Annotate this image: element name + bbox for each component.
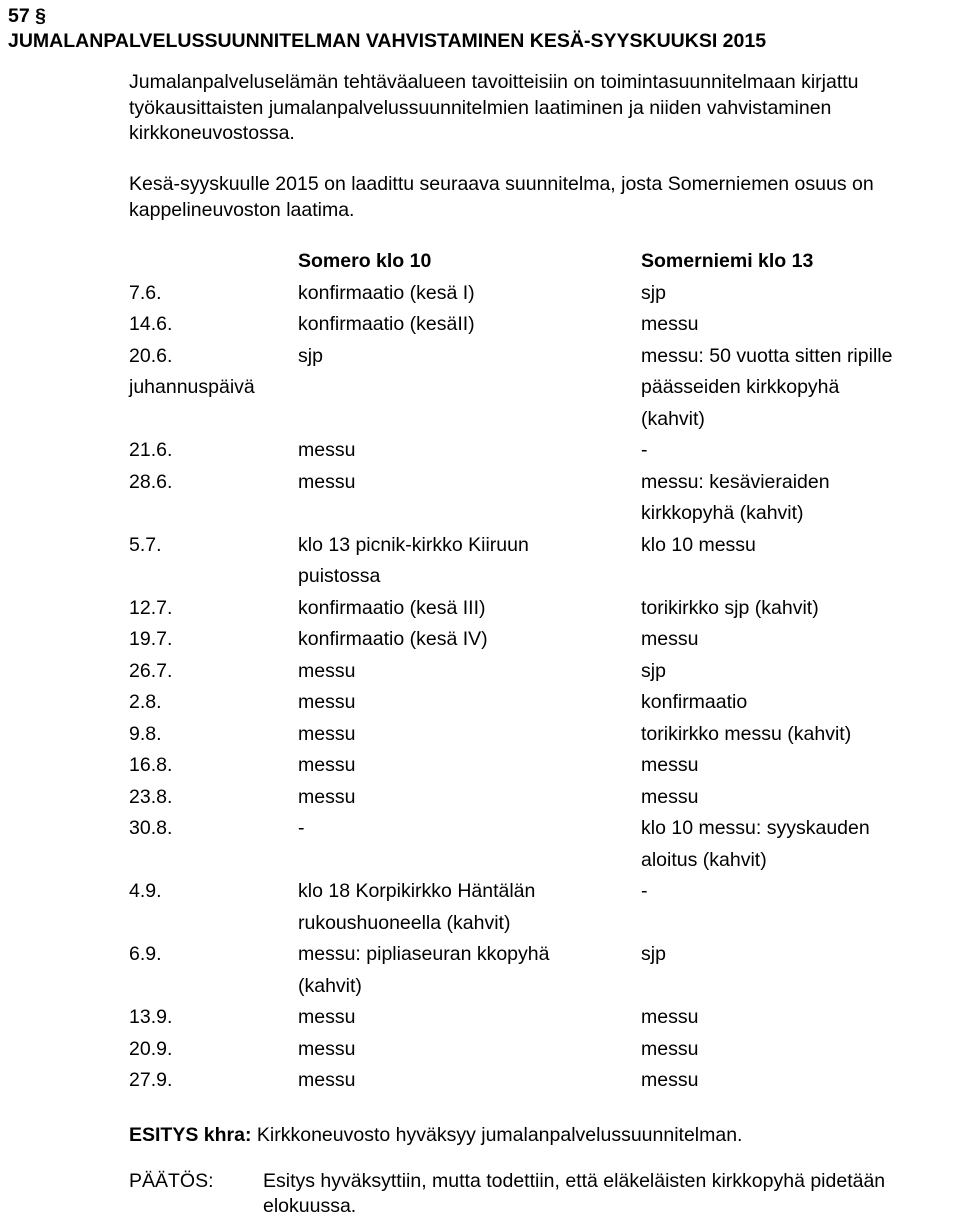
schedule-cell-somero: messu [298, 785, 356, 808]
schedule-cell-somerniemi: torikirkko sjp (kahvit) [641, 596, 819, 619]
schedule-cell-somero: konfirmaatio (kesä III) [298, 596, 486, 619]
schedule-cell-date: 26.7. [129, 659, 173, 682]
schedule-cell-somerniemi: sjp [641, 943, 666, 965]
schedule-cell-date: 30.8. [129, 817, 173, 839]
schedule-cell-somerniemi: messu [641, 785, 699, 808]
proposal-label: ESITYS khra: [129, 1124, 252, 1146]
schedule-cell-somero: messu [298, 659, 356, 682]
intro-paragraph-1: Jumalanpalveluselämän tehtäväalueen tavoitteisiin on toimintasuunnitelmaan kirjattu työkausittaisten jumalanpalvelussuunnitelmien laatiminen ja niiden vahvistaminen kirkkoneuvostossa. [129, 71, 859, 144]
schedule-cell-somero: messu [298, 1069, 356, 1091]
schedule-cell-date: 21.6. [129, 439, 173, 461]
schedule-row [129, 435, 941, 467]
schedule-cell-date: 2.8. [129, 691, 162, 713]
decision-text: Esitys hyväksyttiin, mutta todettiin, että eläkeläisten kirkkopyhä pidetään elokuussa. [263, 1170, 886, 1217]
schedule-cell-date: 6.9. [129, 943, 162, 965]
proposal-text: Kirkkoneuvosto hyväksyy jumalanpalvelussuunnitelman. [256, 1124, 743, 1146]
schedule-cell-date: 9.8. [129, 722, 162, 745]
schedule-cell-date: 14.6. [129, 313, 173, 335]
schedule-cell-somero: - [298, 817, 305, 839]
schedule-row [129, 813, 941, 876]
schedule-cell-somero: messu [298, 470, 356, 493]
schedule-cell-somero: messu [298, 754, 356, 776]
schedule-cell-somero: konfirmaatio (kesäII) [298, 313, 475, 335]
schedule-cell-somerniemi: sjp [641, 281, 666, 304]
schedule-row [129, 750, 941, 782]
section-title: JUMALANPALVELUSSUUNNITELMAN VAHVISTAMINEN KESÄ-SYYSKUUKSI 2015 [8, 30, 767, 52]
schedule-row [129, 876, 941, 939]
schedule-cell-somero: messu: pipliaseuran kkopyhä (kahvit) [298, 943, 550, 997]
schedule-cell-somero: konfirmaatio (kesä I) [298, 281, 475, 304]
schedule-cell-somerniemi: messu [641, 1069, 699, 1091]
proposal [129, 1123, 742, 1148]
schedule-cell-somero: klo 18 Korpikirkko Häntälän rukoushuoneella (kahvit) [298, 880, 536, 934]
schedule-cell-somero: messu [298, 691, 356, 713]
schedule-cell-somerniemi: messu: 50 vuotta sitten ripille päässeiden kirkkopyhä (kahvit) [641, 344, 893, 430]
schedule-cell-somerniemi: klo 10 messu [641, 533, 756, 556]
schedule-header-row [129, 246, 941, 278]
schedule-cell-somerniemi: konfirmaatio [641, 691, 748, 713]
schedule-row [129, 341, 941, 436]
schedule-cell-date: 7.6. [129, 281, 162, 304]
schedule-cell-somero: messu [298, 722, 356, 745]
service-schedule-table [129, 246, 941, 1097]
schedule-cell-somerniemi: messu: kesävieraiden kirkkopyhä (kahvit) [641, 470, 830, 524]
schedule-row [129, 1002, 941, 1034]
schedule-row [129, 1034, 941, 1066]
schedule-cell-somerniemi: messu [641, 1006, 699, 1028]
schedule-row [129, 593, 941, 625]
schedule-row [129, 782, 941, 814]
schedule-row [129, 656, 941, 688]
header-somero: Somero klo 10 [298, 250, 432, 272]
schedule-cell-date: 16.8. [129, 754, 173, 776]
schedule-cell-somero: sjp [298, 344, 323, 367]
schedule-cell-somerniemi: messu [641, 313, 699, 335]
schedule-cell-somero: klo 13 picnik-kirkko Kiiruun puistossa [298, 533, 529, 587]
schedule-cell-somerniemi: messu [641, 1037, 699, 1060]
schedule-cell-date: 28.6. [129, 470, 173, 493]
schedule-row [129, 624, 941, 656]
schedule-cell-somerniemi: - [641, 880, 648, 902]
schedule-cell-somero: konfirmaatio (kesä IV) [298, 628, 488, 650]
schedule-row [129, 687, 941, 719]
schedule-cell-somerniemi: klo 10 messu: syyskauden aloitus (kahvit) [641, 817, 870, 871]
schedule-cell-date: 4.9. [129, 880, 162, 902]
schedule-cell-date: 19.7. [129, 628, 173, 650]
schedule-cell-somerniemi: sjp [641, 659, 666, 682]
schedule-cell-somerniemi: torikirkko messu (kahvit) [641, 722, 852, 745]
schedule-cell-date: 12.7. [129, 596, 173, 619]
schedule-cell-date: 20.6. juhannuspäivä [129, 344, 255, 398]
schedule-cell-somerniemi: messu [641, 754, 699, 776]
schedule-row [129, 719, 941, 751]
schedule-row [129, 1065, 941, 1097]
header-date [129, 246, 298, 278]
schedule-body [129, 278, 941, 1097]
schedule-row [129, 939, 941, 1002]
schedule-row [129, 467, 941, 530]
decision-label: PÄÄTÖS: [129, 1170, 214, 1192]
schedule-cell-date: 13.9. [129, 1006, 173, 1028]
header-somerniemi: Somerniemi klo 13 [641, 250, 814, 272]
schedule-row [129, 309, 941, 341]
schedule-cell-date: 23.8. [129, 785, 173, 808]
schedule-cell-somero: messu [298, 1037, 356, 1060]
section-heading [8, 4, 766, 54]
schedule-row [129, 278, 941, 310]
schedule-cell-somero: messu [298, 1006, 356, 1028]
schedule-cell-date: 5.7. [129, 533, 162, 556]
schedule-cell-date: 27.9. [129, 1069, 173, 1091]
intro-paragraph-2: Kesä-syyskuulle 2015 on laadittu seuraava suunnitelma, josta Somerniemen osuus on kappelineuvoston laatima. [129, 173, 874, 221]
schedule-row [129, 530, 941, 593]
schedule-cell-somerniemi: messu [641, 628, 699, 650]
schedule-cell-somerniemi: - [641, 439, 648, 461]
section-number: 57 § [8, 5, 46, 27]
schedule-cell-date: 20.9. [129, 1037, 173, 1060]
schedule-cell-somero: messu [298, 439, 356, 461]
